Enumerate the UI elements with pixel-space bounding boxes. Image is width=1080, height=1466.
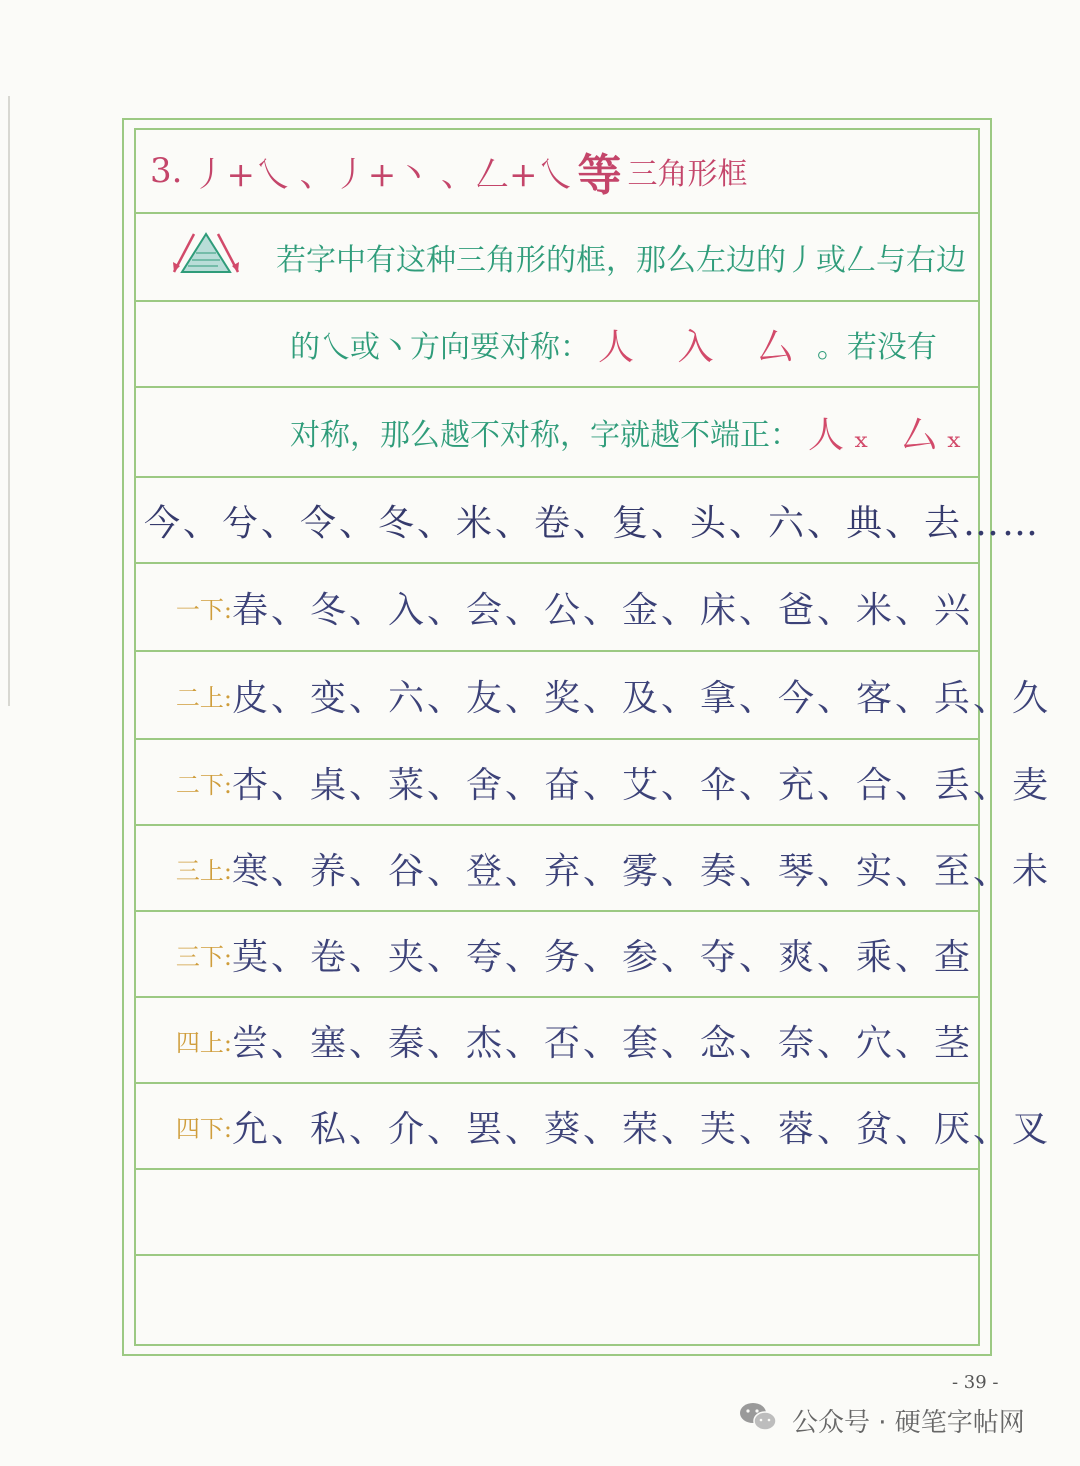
page-number: - 39 - xyxy=(952,1372,999,1393)
grade-label: 二上: xyxy=(175,683,232,712)
grade-chars: 寒、养、谷、登、弃、雾、奏、琴、实、至、未 xyxy=(232,850,1052,892)
grade-row xyxy=(136,912,978,996)
rule-line xyxy=(136,1254,978,1256)
section-number: 3. xyxy=(150,151,183,191)
grade-row xyxy=(136,1084,1052,1168)
title-rest: 三角形框 xyxy=(627,157,748,192)
grade-row xyxy=(136,652,1052,738)
section-title xyxy=(136,130,992,212)
symmetric-examples: 人 入 厶 xyxy=(598,326,809,368)
note-text: 对称，那么越不对称，字就越不端正： xyxy=(290,418,800,453)
grade-chars: 允、私、介、罢、葵、荣、芙、蓉、贫、厌、叉 xyxy=(232,1108,1052,1150)
grade-chars: 杏、桌、菜、舍、奋、艾、伞、充、合、丢、麦 xyxy=(232,764,1052,806)
note-tail: 。若没有 xyxy=(816,330,937,365)
example-chars: 今、兮、令、冬、米、卷、复、头、六、典、去…… xyxy=(144,502,1042,544)
grade-label: 三下: xyxy=(175,942,232,971)
triangle-frame-icon xyxy=(170,228,242,286)
stroke-combos: 丿+乀 、丿+丶 、𠃋+乀 xyxy=(192,154,572,195)
grade-chars: 皮、变、六、友、奖、及、拿、今、客、兵、久 xyxy=(232,677,1052,719)
grade-row xyxy=(136,826,1052,910)
grade-label: 一下: xyxy=(175,595,232,624)
grade-row xyxy=(136,740,1052,824)
grade-label: 四下: xyxy=(175,1114,232,1143)
note-text: 若字中有这种三角形的框，那么左边的丿或𠃋与右边 xyxy=(276,243,966,278)
grade-label: 二下: xyxy=(175,770,232,799)
watermark-text: 公众号 · 硬笔字帖网 xyxy=(792,1408,1025,1438)
title-main-char: 等 xyxy=(577,150,622,201)
note-line-3 xyxy=(136,388,1080,476)
note-text: 的乀或丶方向要对称： xyxy=(290,330,590,365)
page-edge-mark xyxy=(8,96,10,706)
grade-chars: 莫、卷、夹、夸、务、参、夺、爽、乘、查 xyxy=(232,936,974,978)
grade-row xyxy=(136,564,978,650)
grade-label: 三上: xyxy=(175,856,232,885)
rule-line xyxy=(136,1168,978,1170)
grade-row xyxy=(136,998,978,1082)
note-line-2 xyxy=(136,302,1080,386)
grade-label: 四上: xyxy=(175,1028,232,1057)
asymmetric-examples: 人ₓ 厶ₓ xyxy=(808,414,972,456)
example-characters xyxy=(136,478,1042,562)
grade-chars: 尝、塞、秦、杰、否、套、念、奈、穴、茎 xyxy=(232,1022,974,1064)
grade-chars: 春、冬、入、会、公、金、床、爸、米、兴 xyxy=(232,589,974,631)
watermark xyxy=(738,1400,1025,1441)
wechat-icon xyxy=(738,1400,778,1441)
note-line-1 xyxy=(136,214,978,300)
